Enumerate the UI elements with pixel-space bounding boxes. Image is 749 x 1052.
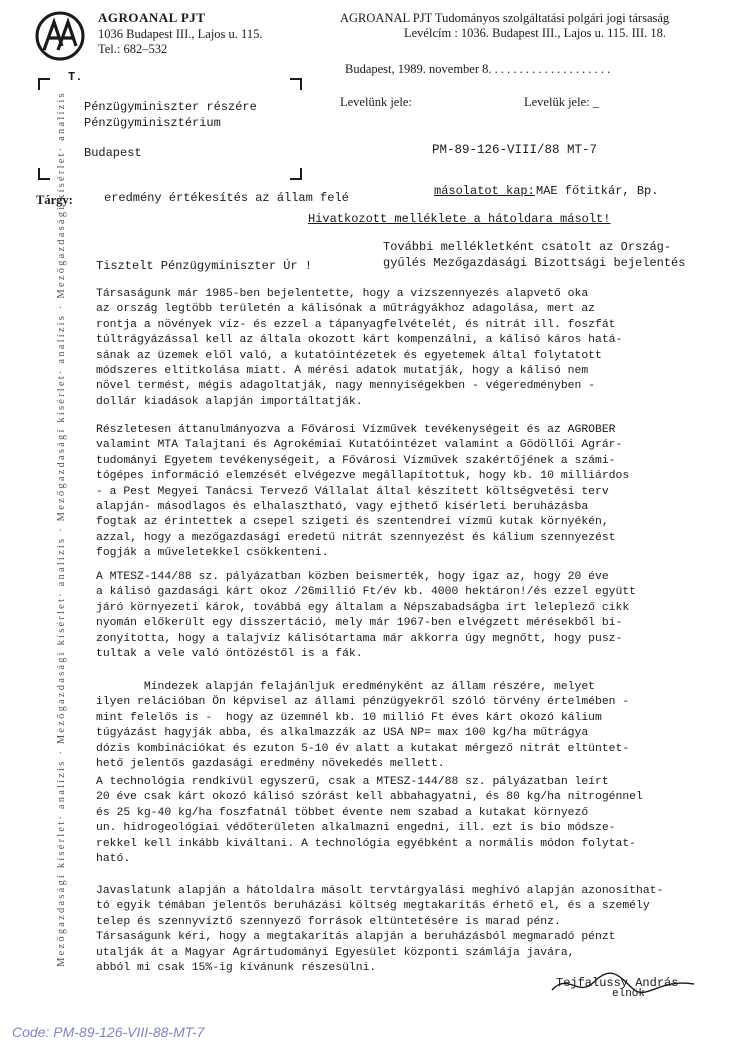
body-paragraph: Társaságunk már 1985-ben bejelentette, hogy a vizszennyezés alapvető oka az ország legtöbb területén a kálisónak a műtrágyákhoz adagolása, mert az rontja a növények víz- és ezzel a tápanyagfelvételét, és nitrát ill. foszfát túltrágyázással kell az általa okozott kárt kompenzálni, a kálisó káros hatá- sának az üzemek elől való, a kutatóintézetek és egyetemek által folytatott módszeres eltitkolása miatt. A mérési adatok mutatják, hogy a kálisó nem növel termést, mégis adagoltatják, nagy mennyiségekben - végeredményben - dollár kiadások alapján importáltatják. bbox=[96, 288, 623, 408]
recipient-line: Pénzügyminisztérium bbox=[84, 116, 221, 130]
recipient-line: Pénzügyminiszter részére bbox=[84, 100, 257, 114]
recipient-salutation-mark: T. bbox=[68, 70, 83, 84]
company-mail-address: Levélcím : 1036. Budapest III., Lajos u. 115. III. 18. bbox=[404, 26, 666, 40]
subject-text: eredmény értékesítés az állam felé bbox=[104, 191, 349, 205]
company-address: 1036 Budapest III., Lajos u. 115. bbox=[98, 27, 263, 41]
our-reference-label: Levelünk jele: bbox=[340, 95, 412, 109]
signature-title: elnök bbox=[612, 988, 646, 1000]
company-logo-icon bbox=[34, 10, 86, 62]
additional-attachment-line: gyűlés Mezőgazdasági Bizottsági bejelentés bbox=[383, 256, 686, 270]
subject-label: Tárgy: bbox=[36, 193, 73, 207]
margin-strip-text: Mezőgazdasági kísérlet· analízis · Mezőgazdasági kísérlet· analízis · Mezőgazdasági kísérlet· analízis · Mezőgazdasági kísérlet· analízis bbox=[56, 91, 67, 967]
their-reference-label: Levelük jele: _ bbox=[524, 95, 599, 109]
address-corner-mark bbox=[290, 78, 302, 90]
body-paragraph: A MTESZ-144/88 sz. pályázatban közben beismerték, hogy igaz az, hogy 20 éve a kálisó gazdasági kárt okoz /26millió Ft/év kb. 4000 hektáron!/és ezzel együtt járó környezeti károk, továbbá egy általam a Népszabadságba irt leleplező cikk nyomán előkerült egy disszertáció, mely már 1967-ben elvégzett mérésekből bi- zonyította, hogy a talajvíz kálisótartama már akkorra úgy megnőtt, hogy pusz- tultak a vele való öntözéstől is a fák. bbox=[96, 571, 637, 661]
address-corner-mark bbox=[38, 168, 50, 180]
copy-recipient: MAE főtitkár, Bp. bbox=[536, 184, 659, 198]
document-code: Code: PM-89-126-VIII-88-MT-7 bbox=[12, 1024, 205, 1040]
greeting: Tisztelt Pénzügyminiszter Úr ! bbox=[96, 259, 313, 273]
copy-recipient-label: másolatot kap: bbox=[434, 184, 535, 198]
letter-date: Budapest, 1989. november 8. . . . . . . . . . . . . . . . . . . . bbox=[345, 62, 611, 76]
company-name: AGROANAL PJT bbox=[98, 10, 206, 25]
reference-code: PM-89-126-VIII/88 MT-7 bbox=[432, 143, 598, 157]
body-paragraph: A technológia rendkívül egyszerű, csak a MTESZ-144/88 sz. pályázatban leírt 20 éve csak kárt okozó kálisó szórást kell abbahagyatni, és 80 kg/ha nitrogénnel és 25 kg-40 kg/ha foszfatnál többet évente nem szabad a kutakat környező un. hidrogeológiai védőterületen alkalmazni engedni, ill. ezt is bio módsze- rekkel kell inkább kiváltani. A technológia egyébként a normális módon folytat- ható. bbox=[96, 776, 643, 866]
body-paragraph: Mindezek alapján felajánljuk eredményként az állam részére, melyet ilyen relációban Ön képvisel az állami pénzügyekről szóló törvény értelmében - mint felelős is - hogy az üzemnél kb. 10 millió Ft éves kárt okozó kálium túgyázást hagyják abba, és alkalmazzák az USA NP= max 100 kg/ha műtrágya dózis kombinációkat és ezuton 5-10 év alatt a kutakat mérgező nitrát eltüntet- hető jelentős gazdasági eredmény növekedés mellett. bbox=[96, 681, 630, 771]
address-corner-mark bbox=[290, 168, 302, 180]
body-paragraph: Javaslatunk alapján a hátoldalra másolt tervtárgyalási meghívó alapján azonosíthat- tó egyik témában jelentős beruházási költség megtakarítás érhető el, és a személy telep és szennyvíztő szennyező források eltüntetésére is marad pénz. Társaságunk kéri, hogy a megtakarítás alapján a beruházásból megmaradó pénzt utalják át a Magyar Agrártudományi Egyesület központi számlája javára, abból mi csak 15%-ig kívánunk részesülni. bbox=[96, 885, 664, 975]
signature-name: Tejfalussy András bbox=[556, 976, 679, 990]
recipient-line: Budapest bbox=[84, 146, 142, 160]
body-paragraph: Részletesen áttanulmányozva a Fővárosi Vízművek tevékenységeit és az AGROBER valamint MTA Talajtani és Agrokémiai Kutatóintézet valamint a Gödöllői Agrár- tudományi Egyetem tevékenységeit, a Fővárosi Vízművek szakértőjének a számi- tógépes információ elemzését elvégezve megállapítottuk, hogy kb. 10 milliárdos - a Pest Megyei Tanácsi Tervező Vállalat által készített költségvetési terv alapján- másodlagos és elhalasztható, vagy ejthető kísérleti beruházásba fogtak az érintettek a csepel szigeti és szentendrei vízmű kutak környékén, azzal, hogy a mezőgazdasági eredetű nitrát szennyezést és kálium szennyezést fogják a műveletekkel csökkenteni. bbox=[96, 424, 630, 560]
company-tel: Tel.: 682–532 bbox=[98, 42, 168, 56]
additional-attachment-line: További mellékletként csatolt az Ország- bbox=[383, 240, 672, 254]
attachment-note: Hivatkozott melléklete a hátoldara másolt! bbox=[308, 212, 611, 226]
company-full-title: AGROANAL PJT Tudományos szolgáltatási polgári jogi társaság bbox=[340, 11, 670, 25]
address-corner-mark bbox=[38, 78, 50, 90]
